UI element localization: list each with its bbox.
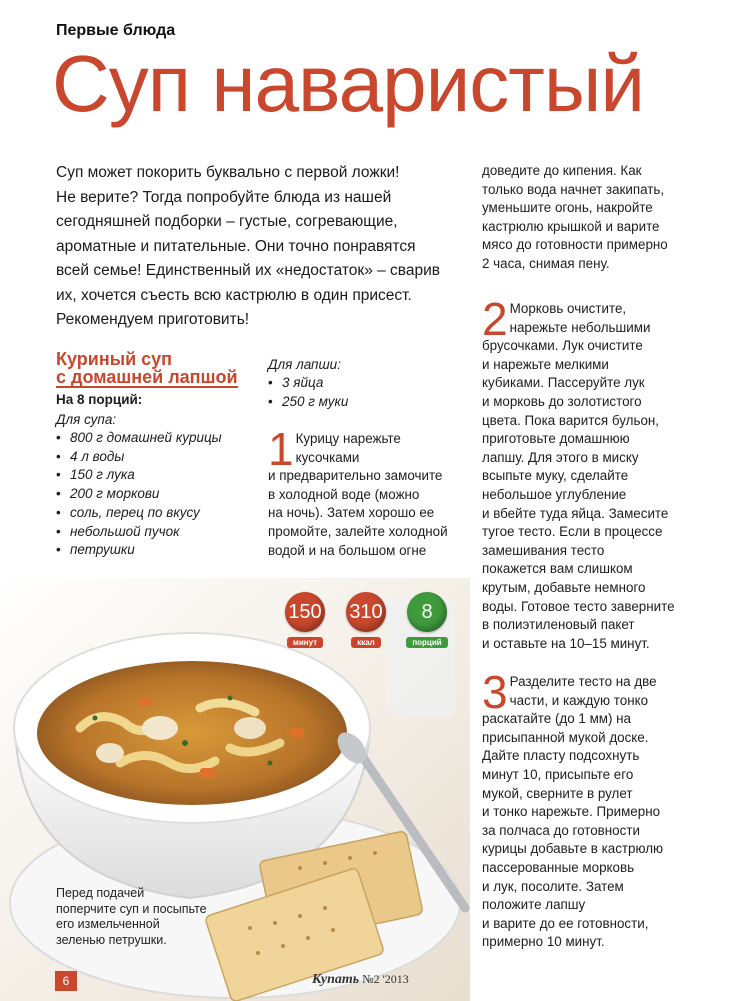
ingredient-item: • небольшой пучок [56, 523, 256, 542]
ingredient-item: • 3 яйца [268, 374, 458, 393]
step-line: тугое тесто. Если в процессе [482, 524, 663, 540]
step-line: уменьшите огонь, накройте [482, 200, 653, 216]
step-line: кусочками [295, 449, 360, 465]
step-line: приготовьте домашнюю [482, 431, 630, 447]
step-line: Курицу нарежьте [295, 431, 401, 446]
step-line: положите лапшу [482, 897, 586, 913]
step-line: всыпьте муку, сделайте [482, 468, 629, 484]
section-label: Первые блюда [56, 22, 176, 39]
step-3 [482, 666, 680, 952]
step-line: и тонко нарежьте. Примерно [482, 804, 661, 820]
step-number: 3 [482, 666, 508, 718]
page-title: Суп наваристый [52, 39, 645, 128]
step-line: раскатайте (до 1 мм) на [482, 711, 631, 727]
step-line: крутым, добавьте немного [482, 579, 646, 595]
step-line: только вода начнет закипать, [482, 181, 665, 197]
step-line: курицы добавьте в кастрюлю [482, 841, 664, 857]
step-line: в холодной воде (можно [268, 486, 420, 502]
step-line: части, и каждую тонко [509, 692, 649, 708]
calories-badge-label: ккал [351, 637, 381, 648]
calories-badge-circle: 310 [346, 592, 386, 632]
photo-caption [56, 886, 236, 948]
step-number: 1 [268, 423, 294, 475]
issue-number: №2 '2013 [362, 972, 409, 986]
step-line: 2 часа, снимая пену. [482, 255, 610, 271]
step-line: замешивания тесто [482, 542, 605, 558]
step-line: и лук, посолите. Затем [482, 878, 624, 894]
caption-line: зеленью петрушки. [56, 932, 167, 947]
intro-line: ароматные и питательные. Они точно понравятся [56, 237, 416, 255]
ingredient-item: • 800 г домашней курицы [56, 429, 256, 448]
step-line: воды. Готовое тесто заверните [482, 598, 675, 614]
step-line: нарежьте небольшими [509, 319, 651, 335]
step-1 [268, 423, 458, 560]
step-number: 2 [482, 293, 508, 345]
step-line: и нарежьте мелкими [482, 356, 609, 372]
caption-line: поперчите суп и посыпьте [56, 901, 207, 916]
intro-line: Рекомендуем приготовить! [56, 311, 250, 328]
soup-ingredients-label: Для супа: [56, 412, 117, 427]
noodle-ingredient-list [268, 374, 458, 411]
step-line: Разделите тесто на две [509, 674, 657, 689]
step-line: на ночь). Затем хорошо ее [268, 505, 435, 521]
step-line: водой и на большом огне [268, 542, 427, 558]
step-line: цвета. Пока варится бульон, [482, 412, 660, 428]
time-badge [280, 592, 330, 650]
ingredient-item: • 4 л воды [56, 448, 256, 467]
step-line: и варите до ее готовности, [482, 915, 649, 931]
time-badge-circle: 150 [285, 592, 325, 632]
step-line: Дайте пласту подсохнуть [482, 748, 640, 764]
step-line: промойте, залейте холодной [268, 523, 448, 539]
ingredient-item: • соль, перец по вкусу [56, 504, 256, 523]
noodle-ingredients [268, 357, 458, 411]
soup-ingredients [56, 412, 256, 560]
intro-line: всей семье! Единственный их «недостаток» – сварив [56, 262, 441, 279]
recipe-title-line: с домашней лапшой [56, 367, 238, 387]
step-line: пассерованные морковь [482, 859, 635, 875]
caption-line: его измельченной [56, 917, 160, 931]
step-line: мукой, сверните в рулет [482, 785, 633, 801]
intro-paragraph [56, 161, 466, 333]
step-line: кубиками. Пассеруйте лук [482, 375, 645, 391]
step-line: и вбейте туда яйца. Замесите [482, 505, 669, 521]
noodle-ingredients-label: Для лапши: [268, 357, 341, 372]
step-line: за полчаса до готовности [482, 822, 640, 838]
portions-badge-circle: 8 [407, 592, 447, 632]
magazine-footer [312, 972, 409, 988]
intro-line: сегодняшней подборки – густые, согревающие, [56, 213, 398, 230]
step-line: кастрюлю крышкой и варите [482, 218, 660, 234]
page-number: 6 [55, 971, 77, 991]
step-line: доведите до кипения. Как [482, 163, 642, 178]
step-1-continued [482, 162, 680, 274]
step-line: и оставьте на 10–15 минут. [482, 635, 650, 651]
intro-line: Суп может покорить буквально с первой ложки! [56, 164, 400, 181]
portions-badge [402, 592, 452, 650]
time-badge-label: минут [287, 637, 323, 648]
portions-badge-label: порций [406, 637, 447, 648]
soup-ingredient-list [56, 429, 256, 560]
step-line: и морковь до золотистого [482, 393, 642, 409]
step-line: в полиэтиленовый пакет [482, 617, 635, 633]
intro-line: их, хочется съесть всю кастрюлю в один присест. [56, 286, 412, 304]
magazine-name: Купать [312, 972, 360, 987]
ingredient-item: • 250 г муки [268, 393, 458, 412]
recipe-title-line: Куриный суп [56, 349, 173, 369]
step-line: примерно 10 минут. [482, 934, 605, 950]
step-line: минут 10, присыпьте его [482, 766, 634, 782]
step-2 [482, 293, 680, 653]
recipe-title [56, 350, 238, 388]
ingredient-item-continued: • петрушки [56, 541, 256, 560]
ingredient-item: • 200 г моркови [56, 485, 256, 504]
step-line: присыпанной мукой доске. [482, 729, 649, 745]
step-line: брусочками. Лук очистите [482, 338, 643, 354]
intro-line: Не верите? Тогда попробуйте блюда из нашей [56, 188, 392, 206]
calories-badge [341, 592, 391, 650]
ingredient-item: • 150 г лука [56, 466, 256, 485]
step-line: и предварительно замочите [268, 468, 443, 484]
step-line: Морковь очистите, [509, 301, 627, 316]
step-line: мясо до готовности примерно [482, 237, 668, 253]
step-line: покажется вам слишком [482, 561, 633, 577]
step-line: небольшое углубление [482, 486, 627, 502]
caption-line: Перед подачей [56, 886, 145, 900]
step-line: лапшу. Для этого в миску [482, 449, 639, 465]
portions-label: На 8 порций: [56, 392, 143, 407]
